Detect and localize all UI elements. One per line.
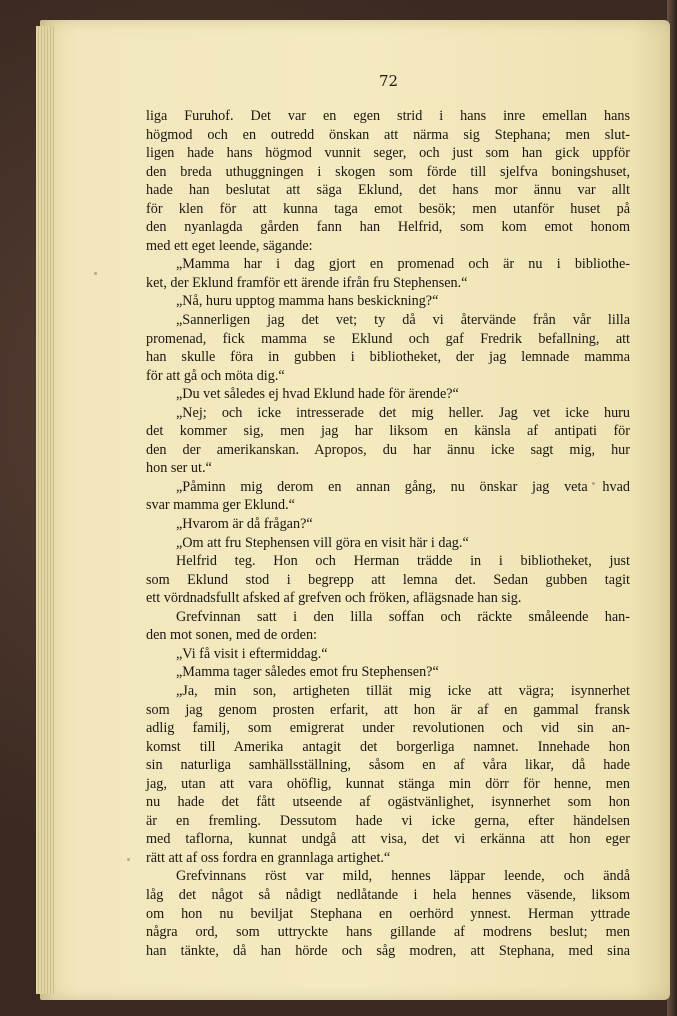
text-line: för att gå och möta dig.“ [146, 367, 285, 384]
text-line: den nyanlagda gården fann han Helfrid, som kom emot honom [146, 219, 630, 236]
text-line: nu hade det fått utseende af ogästvänlighet, isynnerhet som hon [146, 794, 630, 811]
text-line: rätt att af oss fordra en grannlaga artighet.“ [146, 849, 391, 866]
text-line: „Påminn mig derom en annan gång, nu önskar jag veta hvad [176, 478, 630, 495]
text-line: promenad, fick mamma se Eklund och gaf Fredrik befallning, att [146, 330, 630, 347]
page-stack-edge [36, 26, 54, 994]
text-line: „Nå, huru upptog mamma hans beskickning?“ [176, 293, 439, 310]
text-line: är en fremling. Dessutom hade vi icke gerna, efter händelsen [146, 812, 630, 829]
text-line: för klen för att kunna taga emot besök; men utanför huset på [146, 200, 630, 217]
text-line: svar mamma ger Eklund.“ [146, 497, 295, 514]
text-line: „Vi få visit i eftermiddag.“ [176, 645, 328, 662]
text-line: ket, der Eklund framför ett ärende ifrån fru Stephensen.“ [146, 274, 468, 291]
text-line: den breda uthuggningen i skogen som förde till sjelfva boningshuset, [146, 163, 630, 180]
text-line: han skulle föra in gubben i bibliotheket, der jag lemnade mamma [146, 349, 630, 366]
text-line: med ett eget leende, sägande: [146, 237, 313, 254]
text-line: med taflorna, kunnat undgå att visa, det vi erkänna att hon eger [146, 831, 630, 848]
text-line: hon ser ut.“ [146, 460, 212, 477]
text-line: liga Furuhof. Det var en egen strid i hans inre emellan hans [146, 108, 630, 124]
text-line: Grefvinnans röst var mild, hennes läppar leende, och ändå [176, 868, 630, 885]
text-line: „Hvarom är då frågan?“ [176, 516, 313, 533]
text-line: som Eklund stod i begrepp att lemna det. Sedan gubben tagit [146, 571, 630, 588]
text-line: „Om att fru Stephensen vill göra en visit här i dag.“ [176, 534, 469, 551]
page-number: 72 [378, 72, 399, 90]
text-line: några ord, som uttryckte hans gillande af modrens beslut; men [146, 924, 630, 941]
text-line: komst till Amerika antagit det borgerliga namnet. Innehade hon [146, 738, 630, 755]
text-line: ligen hade hans högmod vunnit seger, och just som han gick uppför [146, 145, 630, 162]
text-line: „Du vet således ej hvad Eklund hade för ärende?“ [176, 386, 459, 403]
text-line: den der amerikanskan. Apropos, du har ännu icke sagt mig, hur [146, 441, 630, 458]
body-text [146, 107, 630, 960]
text-line: som jag genom prosten erfarit, att hon är af en gammal fransk [146, 701, 630, 718]
text-line: den mot sonen, med de orden: [146, 627, 317, 644]
text-line: adlig familj, som emigrerat under revolutionen och vid sin an- [146, 720, 630, 737]
text-line: „Ja, min son, artigheten tillät mig icke att vägra; isynnerhet [176, 682, 630, 699]
text-line: Grefvinnan satt i den lilla soffan och räckte småleende han- [176, 608, 630, 625]
text-line: „Mamma har i dag gjort en promenad och är nu i bibliothe- [176, 256, 630, 273]
text-line: Helfrid teg. Hon och Herman trädde in i bibliotheket, just [176, 553, 630, 570]
text-line: han tänkte, då han hörde och såg modren, att Stephana, med sina [146, 942, 630, 959]
text-line: ett vördnadsfullt afsked af grefven och fröken, aflägsnade han sig. [146, 590, 522, 607]
text-line: sin naturliga samhällsställning, såsom en af våra likar, då hade [146, 757, 630, 774]
text-line: högmod och en outredd önskan att närma sig Stephana; men slut- [146, 126, 630, 143]
text-line: jag, utan att vara ohöflig, kunnat stänga min dörr för henne, men [146, 775, 630, 792]
text-line: om hon nu beviljat Stephana en oerhörd ynnest. Herman yttrade [146, 905, 630, 922]
text-line: låg det något så nådigt nedlåtande i hela hennes väsende, liksom [146, 886, 630, 903]
text-line: „Nej; och icke intresserade det mig heller. Jag vet icke huru [176, 404, 630, 421]
text-line: „Mamma tager således emot fru Stephensen?“ [176, 664, 439, 681]
paper-fleck [127, 858, 130, 861]
text-line: „Sannerligen jag det vet; ty då vi återvände från vår lilla [176, 312, 630, 329]
text-line: det kommer sig, men jag har liksom en känsla af antipati för [146, 423, 630, 440]
paper-fleck [94, 272, 97, 275]
text-line: hade han beslutat att säga Eklund, det hans mor ännu var allt [146, 182, 630, 199]
